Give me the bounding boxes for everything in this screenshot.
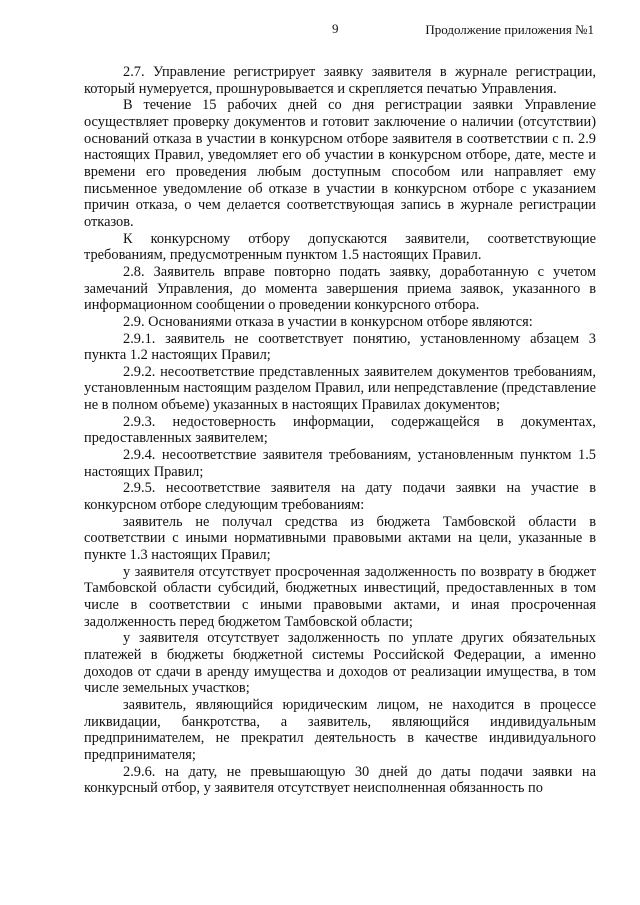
appendix-continuation-note: Продолжение приложения №1 (425, 22, 594, 37)
paragraph-2-9: 2.9. Основаниями отказа в участии в конкурсном отборе являются: (123, 313, 533, 330)
paragraph-2-7: 2.7. Управление регистрирует заявку заявителя в журнале регистрации, который нумеруется, прошнуровывается и скрепляется печатью Управления. (84, 64, 596, 97)
document-body (84, 64, 596, 797)
paragraph-requirement-mandatory-payments: у заявителя отсутствует задолженность по уплате других обязательных платежей в бюджеты бюджетной системы Российской Федерации, а именно доходов от сдачи в аренду имущества и доходов от реализации имущества, в том числе земельных участков; (84, 630, 596, 697)
paragraph-2-9-6: 2.9.6. на дату, не превышающую 30 дней до даты подачи заявки на конкурсный отбор, у заявителя отсутствует неисполненная обязанность по (84, 763, 596, 797)
paragraph-2-9-4: 2.9.4. несоответствие заявителя требованиям, установленным пунктом 1.5 настоящих Правил; (84, 447, 596, 480)
paragraph-2-9-5: 2.9.5. несоответствие заявителя на дату подачи заявки на участие в конкурсном отборе следующим требованиям: (84, 480, 596, 514)
paragraph-review-period: В течение 15 рабочих дней со дня регистрации заявки Управление осуществляет проверку документов и готовит заключение о наличии (отсутствии) оснований отказа в участии в конкурсном отборе заявителя в соответствии с п. 2.9 настоящих Правил, уведомляет его об участии в конкурсном отборе, дате, месте и времени его проведения любым доступным способом или направляет ему письменное уведомление об отказе в участии в конкурсном отборе с указанием причин отказа, о чем делается соответствующая запись в журнале регистрации отказов. (84, 97, 596, 230)
paragraph-2-9-1: 2.9.1. заявитель не соответствует понятию, установленному абзацем 3 пункта 1.2 настоящих Правил; (84, 330, 596, 364)
paragraph-admission: К конкурсному отбору допускаются заявители, соответствующие требованиям, предусмотренным пунктом 1.5 настоящих Правил. (84, 230, 596, 264)
page-number: 9 (332, 21, 339, 36)
paragraph-2-8: 2.8. Заявитель вправе повторно подать заявку, доработанную с учетом замечаний Управления, до момента завершения приема заявок, указанного в информационном сообщении о проведении конкурсного отбора. (84, 263, 596, 314)
paragraph-requirement-budget-funds: заявитель не получал средства из бюджета Тамбовской области в соответствии с иными нормативными правовыми актами на цели, указанные в пункте 1.3 настоящих Правил; (84, 513, 596, 564)
paragraph-2-9-3: 2.9.3. недостоверность информации, содержащейся в документах, предоставленных заявителем; (84, 413, 596, 447)
paragraph-2-9-2: 2.9.2. несоответствие представленных заявителем документов требованиям, установленным настоящим разделом Правил, или непредставление (представление не в полном объеме) указанных в настоящих Правилах документов; (84, 363, 596, 414)
paragraph-requirement-overdue-debt: у заявителя отсутствует просроченная задолженность по возврату в бюджет Тамбовской области субсидий, бюджетных инвестиций, предоставленных в том числе в соответствии с иными правовыми актами, и иная просроченная задолженность перед бюджетом Тамбовской области; (84, 563, 596, 630)
paragraph-requirement-liquidation: заявитель, являющийся юридическим лицом, не находится в процессе ликвидации, банкротства, а заявитель, являющийся индивидуальным предпринимателем, не прекратил деятельность в качестве индивидуального предпринимателя; (84, 696, 596, 763)
